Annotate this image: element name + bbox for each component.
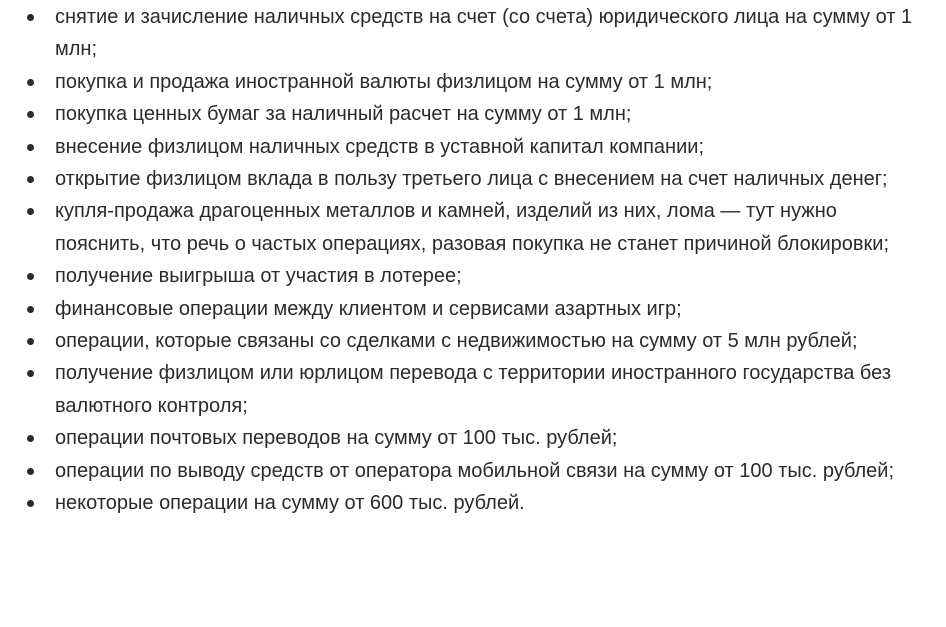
list-item-text: покупка и продажа иностранной валюты физлицом на сумму от 1 млн; [55,70,713,93]
list-item-text: внесение физлицом наличных средств в уставной капитал компании; [55,135,704,158]
list-item [0,1,946,66]
list-item [0,66,946,98]
bullet-icon [27,338,34,345]
list-item [0,325,946,357]
list-item [0,131,946,163]
bullet-icon [27,14,34,21]
list-item-text: купля-продажа драгоценных металлов и камней, изделий из них, лома — тут нужно пояснить, что речь о частых операциях, разовая покупка не станет причиной блокировки; [55,200,890,255]
bullet-icon [27,468,34,475]
list-item [0,455,946,487]
bullet-icon [27,176,34,183]
list-item [0,260,946,292]
list-item-text: операции, которые связаны со сделками с недвижимостью на сумму от 5 млн рублей; [55,330,858,353]
list-item-text: операции по выводу средств от оператора мобильной связи на сумму от 100 тыс. рублей; [55,459,895,482]
operations-list [0,1,946,520]
bullet-icon [27,208,34,215]
list-item-text: получение физлицом или юрлицом перевода с территории иностранного государства без валютного контроля; [55,362,892,417]
list-item-text: получение выигрыша от участия в лотерее; [55,265,462,288]
list-item [0,98,946,130]
bullet-icon [27,144,34,151]
list-item [0,163,946,195]
list-item [0,293,946,325]
list-item [0,357,946,422]
bullet-icon [27,273,34,280]
list-item-text: покупка ценных бумаг за наличный расчет на сумму от 1 млн; [55,103,632,126]
list-item-text: открытие физлицом вклада в пользу третьего лица с внесением на счет наличных денег; [55,168,888,191]
list-item-text: некоторые операции на сумму от 600 тыс. рублей. [55,492,525,515]
list-item-text: операции почтовых переводов на сумму от 100 тыс. рублей; [55,427,618,450]
list-item-text: снятие и зачисление наличных средств на счет (со счета) юридического лица на сумму от 1 млн; [55,6,913,61]
list-item [0,422,946,454]
list-item [0,487,946,519]
bullet-icon [27,500,34,507]
list-item-text: финансовые операции между клиентом и сервисами азартных игр; [55,297,682,320]
bullet-icon [27,306,34,313]
bullet-icon [27,370,34,377]
list-item [0,195,946,260]
bullet-icon [27,79,34,86]
bullet-icon [27,111,34,118]
bullet-icon [27,435,34,442]
